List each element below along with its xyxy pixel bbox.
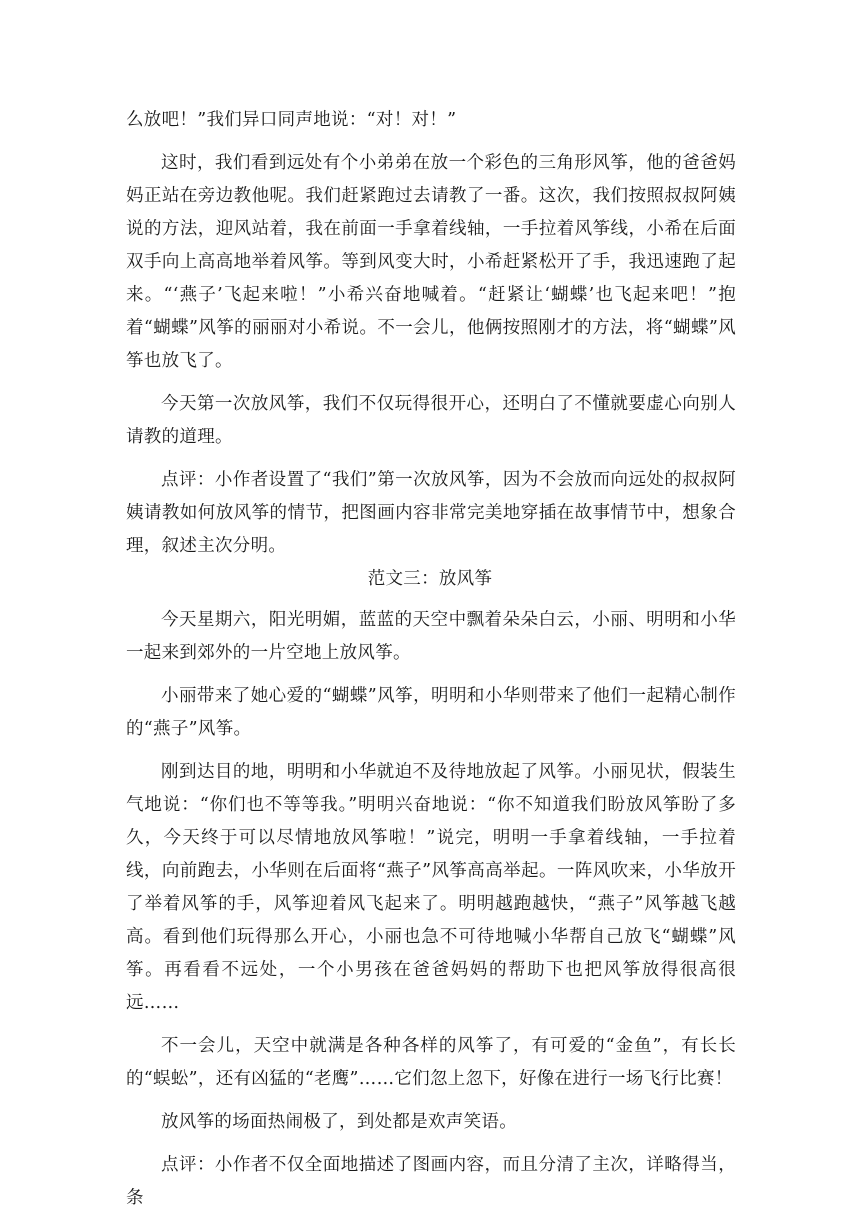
essay-three-body (126, 604, 736, 1225)
paragraph: 今天星期六，阳光明媚，蓝蓝的天空中飘着朵朵白云，小丽、明明和小华一起来到郊外的一片空地上放风筝。 (126, 610, 736, 663)
paragraph: 放风筝的场面热闹极了，到处都是欢声笑语。 (161, 1112, 517, 1132)
paragraph: 这时，我们看到远处有个小弟弟在放一个彩色的三角形风筝，他的爸爸妈妈正站在旁边教他呢。我们赶紧跑过去请教了一番。这次，我们按照叔叔阿姨说的方法，迎风站着，我在前面一手拿着线轴，一手拉着风筝线，小希在后面双手向上高高地举着风筝。等到风变大时，小希赶紧松开了手，我迅速跑了起来。“‘燕子’飞起来啦！”小希兴奋地喊着。“赶紧让‘蝴蝶’也飞起来吧！”抱着“蝴蝶”风筝的丽丽对小希说。不一会儿，他俩按照刚才的方法，将“蝴蝶”风筝也放飞了。 (126, 153, 736, 371)
essay-two-continuation (126, 104, 736, 573)
paragraph: 不一会儿，天空中就满是各种各样的风筝了，有可爱的“金鱼”，有长长的“蜈蚣”，还有凶猛的“老鹰”……它们忽上忽下，好像在进行一场飞行比赛！ (126, 1036, 736, 1089)
paragraph: 今天第一次放风筝，我们不仅玩得很开心，还明白了不懂就要虚心向别人请教的道理。 (126, 394, 736, 447)
paragraph: 刚到达目的地，明明和小华就迫不及待地放起了风筝。小丽见状，假装生气地说：“你们也不等等我。”明明兴奋地说：“你不知道我们盼放风筝盼了多久，今天终于可以尽情地放风筝啦！”说完，明明一手拿着线轴，一手拉着线，向前跑去，小华则在后面将“燕子”风筝高高举起。一阵风吹来，小华放开了举着风筝的手，风筝迎着风飞起来了。明明越跑越快，“燕子”风筝越飞越高。看到他们玩得那么开心，小丽也急不可待地喊小华帮自己放飞“蝴蝶”风筝。再看看不远处，一个小男孩在爸爸妈妈的帮助下也把风筝放得很高很远…… (126, 762, 736, 1013)
paragraph: 么放吧！”我们异口同声地说：“对！对！” (126, 110, 457, 130)
comment-paragraph: 点评：小作者设置了“我们”第一次放风筝，因为不会放而向远处的叔叔阿姨请教如何放风筝的情节，把图画内容非常完美地穿插在故事情节中，想象合理，叙述主次分明。 (126, 470, 736, 556)
comment-paragraph: 点评：小作者不仅全面地描述了图画内容，而且分清了主次，详略得当，条 (126, 1155, 736, 1208)
paragraph: 小丽带来了她心爱的“蝴蝶”风筝，明明和小华则带来了他们一起精心制作的“燕子”风筝。 (126, 686, 736, 739)
section-title: 范文三：放风筝 (367, 569, 493, 589)
